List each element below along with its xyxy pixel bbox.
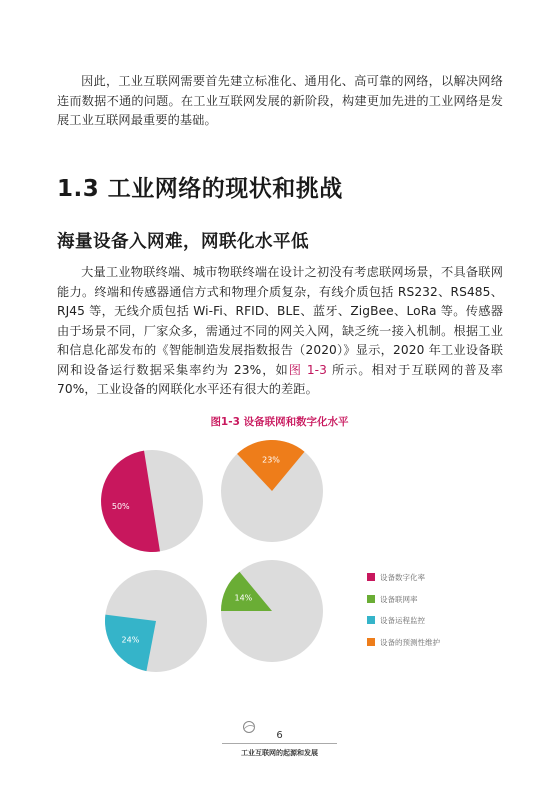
- legend-label: 设备联网率: [380, 594, 418, 604]
- section-heading: 1.3 工业网络的现状和挑战: [57, 176, 343, 202]
- pie-data-label-4: 14%: [234, 593, 253, 603]
- legend-item: [380, 594, 418, 605]
- footer-divider: [222, 743, 337, 744]
- page-number: 6: [276, 730, 283, 741]
- intro-text: 因此，工业互联网需要首先建立标准化、通用化、高可靠的网络，以解决网络连而数据不通的问题。在工业互联网发展的新阶段，构建更加先进的工业网络是发展工业互联网最重要的基础。: [57, 74, 503, 127]
- figure-caption: 图1-3 设备联网和数字化水平: [210, 416, 349, 428]
- subsection-heading: 海量设备入网难，网联化水平低: [57, 232, 309, 252]
- figure-reference-link[interactable]: 图 1-3: [288, 362, 328, 377]
- pie-data-label-2: 23%: [262, 455, 280, 465]
- footer-title: 工业互联网的起源和发展: [241, 749, 318, 757]
- legend-item: [380, 572, 425, 583]
- legend-label: 设备运程监控: [380, 616, 425, 625]
- pie-data-label-3: 24%: [121, 635, 140, 645]
- legend-label: 设备的预测性维护: [380, 637, 440, 647]
- pie-data-label-1: 50%: [111, 501, 130, 511]
- legend-swatch: [367, 616, 375, 624]
- legend-item: [380, 637, 440, 648]
- legend-item: [380, 615, 425, 626]
- legend-swatch: [367, 638, 375, 646]
- legend-swatch: [367, 573, 375, 581]
- body-text-after-link: 所示。相对于互联网的普及率 70%，工业设备的网联化水平还有很大的差距。: [57, 362, 503, 396]
- body-text-before-link: 大量工业物联终端、城市物联终端在设计之初没有考虑联网场景，不具备联网能力。终端和传感器通信方式和物理介质复杂，有线介质包括 RS232、RS485、RJ45 等，无线介质包括 Wi-Fi、RFID、BLE、蓝牙、ZigBee、LoRa 等。传感器由于场景不同，厂家众多，需通过不同的网关入网，缺乏统一接入机制。根据工业和信息化部发布的《智能制造发展指数报告（2020）》显示，2020 年工业设备联网和设备运行数据采集率约为 23%，如: [57, 265, 503, 377]
- legend-label: 设备数字化率: [380, 573, 425, 582]
- legend-swatch: [367, 595, 375, 603]
